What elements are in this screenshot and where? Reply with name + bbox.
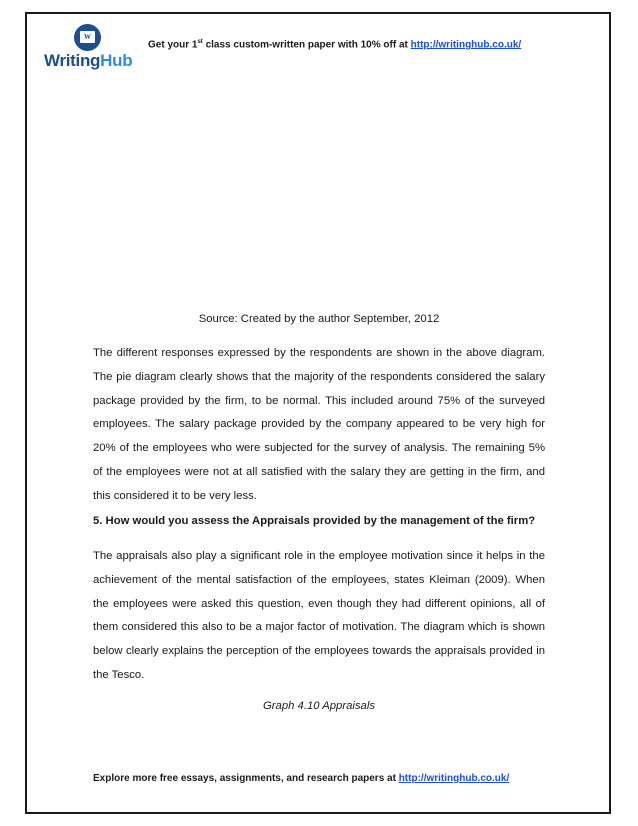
section-heading: 5. How would you assess the Appraisals provided by the management of the firm? xyxy=(93,515,536,527)
header-middle: class custom-written paper with 10% off at xyxy=(202,39,411,51)
footer-link[interactable]: http://writinghub.co.uk/ xyxy=(398,773,510,784)
book-icon xyxy=(74,24,101,51)
graph-caption: Graph 4.10 Appraisals xyxy=(263,700,375,712)
header-prefix: Get your 1 xyxy=(148,39,198,51)
header-promo xyxy=(148,39,521,50)
footer-prefix: Explore more free essays, assignments, and research papers at xyxy=(93,773,399,784)
header-link[interactable]: http://writinghub.co.uk/ xyxy=(410,39,522,51)
logo-word-part1: Writing xyxy=(44,51,101,70)
source-caption: Source: Created by the author September, 2012 xyxy=(198,313,440,325)
body-paragraph-1: The different responses expressed by the respondents are shown in the above diagram. The pie diagram clearly shows that the majority of the respondents considered the salary package provided by the firm, to be normal. This included around 75% of the surveyed employees. The salary package provided by the company appeared to be very high for 20% of the employees who were subjected for the survey of analysis. The remaining 5% of the employees were not at all satisfied with the salary they are getting in the firm, and this considered it to be very less. xyxy=(93,347,545,502)
header-superscript: st xyxy=(197,39,203,45)
logo-badge-letter: W xyxy=(84,33,91,41)
logo-word-part2: Hub xyxy=(100,51,133,70)
writinghub-logo[interactable] xyxy=(44,22,140,72)
body-paragraph-2: The appraisals also play a significant role in the employee motivation since it helps in the achievement of the mental satisfaction of the employees, states Kleiman (2009). When the employees were asked this question, even though they had different opinions, all of them considered this also to be a major factor of motivation. The diagram which is shown below clearly explains the perception of the employees towards the appraisals provided in the Tesco. xyxy=(93,550,545,681)
logo-wordmark xyxy=(44,51,132,71)
footer-promo xyxy=(93,773,509,784)
